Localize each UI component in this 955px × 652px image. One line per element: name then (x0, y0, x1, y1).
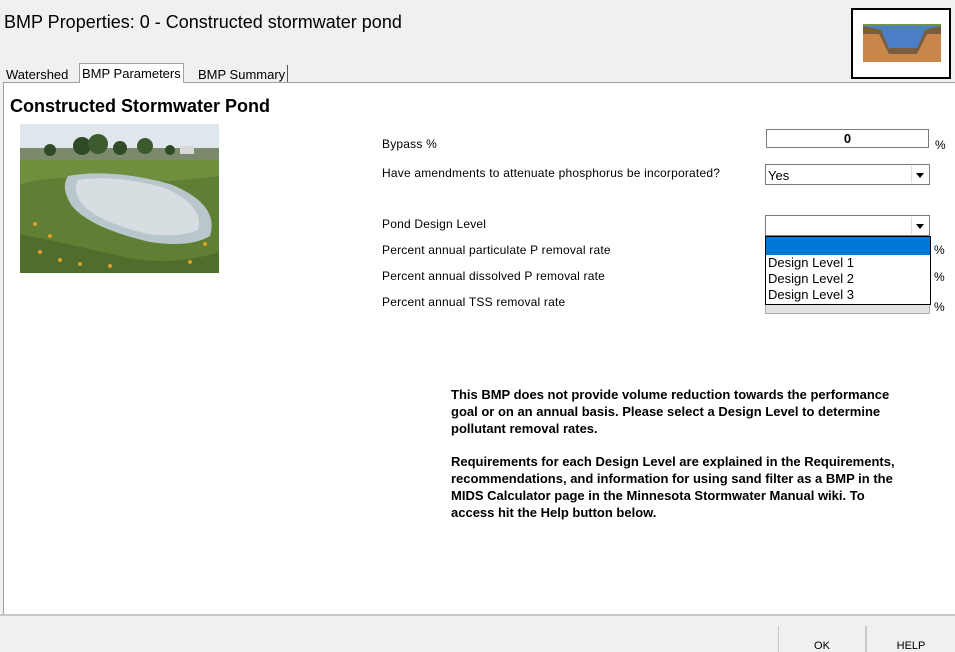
amendments-select[interactable] (765, 164, 930, 185)
ok-button[interactable]: OK (778, 626, 866, 652)
amendments-value: Yes (768, 168, 790, 183)
tss-unit: % (934, 300, 945, 314)
dropdown-option-design-level-2[interactable]: Design Level 2 (768, 271, 854, 286)
chevron-down-icon[interactable] (911, 166, 928, 183)
particulate-p-label: Percent annual particulate P removal rate (382, 243, 611, 257)
info-paragraph-1: This BMP does not provide volume reduction towards the performance goal or on an annual basis. Please select a Design Level to determine pollutant removal rates. (451, 387, 890, 436)
pond-design-level-label: Pond Design Level (382, 217, 487, 231)
amendments-label: Have amendments to attenuate phosphorus be incorporated? (382, 166, 721, 180)
bypass-field[interactable]: 0 (766, 129, 929, 148)
panel-title: Constructed Stormwater Pond (10, 96, 271, 116)
dissolved-p-unit: % (934, 270, 945, 284)
tab-bmp-parameters[interactable]: BMP Parameters (79, 63, 184, 83)
tab-bmp-summary[interactable]: BMP Summary (196, 65, 288, 84)
chevron-down-icon[interactable] (911, 217, 928, 234)
bypass-unit: % (935, 138, 946, 152)
bypass-label: Bypass % (382, 137, 437, 151)
dropdown-selected-blank[interactable] (766, 237, 930, 255)
dropdown-option-design-level-1[interactable]: Design Level 1 (768, 255, 854, 270)
pond-design-level-select[interactable] (765, 215, 930, 236)
help-button[interactable]: HELP (866, 626, 955, 652)
tab-watershed[interactable]: Watershed (6, 67, 69, 82)
pond-cross-section-icon (851, 8, 951, 79)
pond-photo (20, 124, 219, 273)
pond-design-level-dropdown[interactable] (765, 236, 931, 305)
dissolved-p-label: Percent annual dissolved P removal rate (382, 269, 606, 283)
info-paragraph-2: Requirements for each Design Level are explained in the Requirements, recommendations, and information for using sand filter as a BMP in the MIDS Calculator page in the Minnesota Stormwater Manual wiki. To access hit the Help button below. (451, 454, 895, 520)
dropdown-option-design-level-3[interactable]: Design Level 3 (768, 287, 854, 302)
tss-label: Percent annual TSS removal rate (382, 295, 566, 309)
window-title: BMP Properties: 0 - Constructed stormwater pond (4, 12, 402, 32)
particulate-p-unit: % (934, 243, 945, 257)
